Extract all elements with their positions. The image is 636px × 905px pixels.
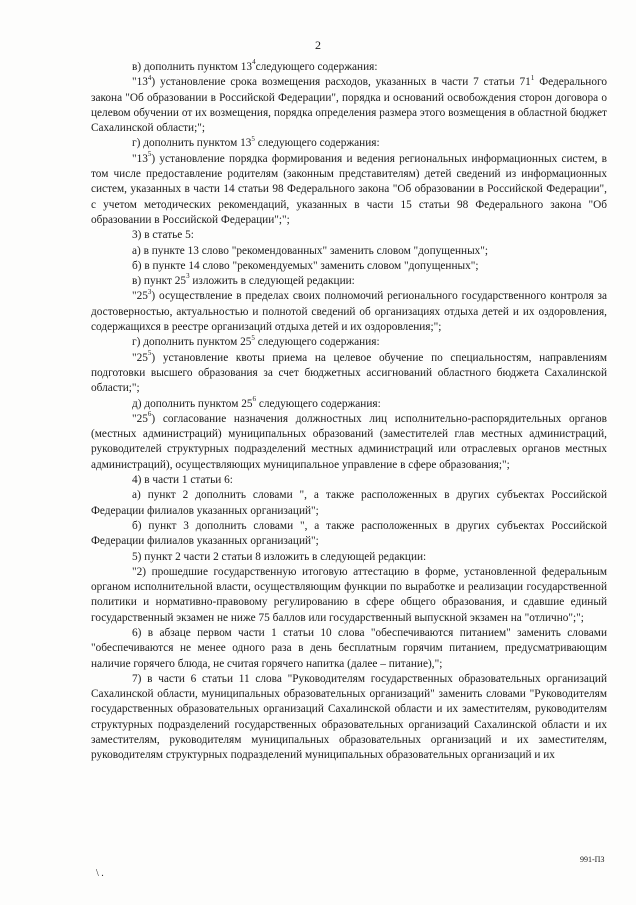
paragraph bbox=[91, 75, 607, 136]
paragraph bbox=[91, 348, 607, 397]
paragraph-text: "25 bbox=[132, 412, 148, 425]
paragraph-text: 7) в части 6 статьи 11 слова "Руководителям государственных образовательных организаций Сахалинской области, муниципальных образовательных организаций" заменить словами "Руководителям государственных образовательных организаций Сахалинской области и их заместителям, руководителям структурных подразделений государственных образовательных организаций Сахалинской области и их заместителям, руководителям муниципальных образовательных организаций и их заместителям, руководителям структурных подразделений муниципальных образовательных организаций и их bbox=[91, 672, 607, 762]
paragraph-text: изложить в следующей редакции: bbox=[189, 275, 355, 288]
paragraph-text: д) дополнить пунктом 25 bbox=[132, 397, 253, 410]
superscript: 5 bbox=[251, 134, 255, 143]
superscript: 1 bbox=[530, 73, 535, 82]
paragraph bbox=[91, 228, 607, 243]
paragraph-text: следующего содержания: bbox=[254, 336, 380, 349]
paragraph-text: Федерального закона "Об образовании в Российской Федерации", порядка и оснований освобождения сторон договора о целевом обучении от их возмещения, порядка определения размера этого возмещения в областной бюджет Сахалинской области;"; bbox=[91, 76, 607, 135]
paragraph-text: ) осуществление в пределах своих полномочий регионального государственного контроля за достоверностью, актуальностью и полнотой сведений об организациях отдыха детей и их оздоровления, содержащихся в реестре организаций отдыха детей и их оздоровления;"; bbox=[91, 290, 607, 334]
paragraph-text: а) пункт 2 дополнить словами ", а также расположенных в других субъектах Российской Федерации филиалов указанных организаций"; bbox=[91, 489, 607, 517]
paragraph-text: г) дополнить пунктом 25 bbox=[132, 336, 252, 349]
paragraph-text: "25 bbox=[132, 290, 148, 303]
paragraph bbox=[91, 519, 607, 550]
paragraph-text: в) пункт 25 bbox=[132, 275, 187, 288]
paragraph-text: в) дополнить пунктом 13 bbox=[132, 61, 253, 73]
paragraph-text: следующего содержания: bbox=[255, 61, 378, 73]
paragraph-text: "13 bbox=[132, 76, 148, 89]
document-body bbox=[91, 60, 607, 764]
superscript: 4 bbox=[252, 58, 256, 67]
paragraph-text: ) установление срока возмещения расходов, указанных в части 7 статьи 71 bbox=[151, 76, 531, 89]
paragraph bbox=[91, 335, 607, 350]
paragraph-text: "25 bbox=[132, 351, 148, 364]
paragraph bbox=[91, 136, 607, 151]
paragraph bbox=[91, 259, 607, 274]
superscript: 5 bbox=[147, 150, 152, 159]
superscript: 6 bbox=[252, 394, 256, 403]
page-number: 2 bbox=[315, 38, 321, 52]
paragraph-text: следующего содержания: bbox=[254, 137, 380, 150]
superscript: 6 bbox=[147, 410, 152, 419]
paragraph-text: 5) пункт 2 части 2 статьи 8 изложить в следующей редакции: bbox=[132, 550, 427, 563]
paragraph bbox=[91, 289, 607, 335]
paragraph bbox=[91, 152, 607, 228]
paragraph-text: 6) в абзаце первом части 1 статьи 10 слова "обеспечиваются питанием" заменить словами "обеспечиваются не менее одного раза в день бесплатным горячим питанием, предусматривающим наличие горячего блюда, не считая горячего напитка (далее – питание),"; bbox=[91, 626, 607, 670]
superscript: 3 bbox=[147, 287, 152, 296]
paragraph-text: б) пункт 3 дополнить словами ", а также расположенных в других субъектах Российской Федерации филиалов указанных организаций"; bbox=[91, 519, 607, 548]
paragraph bbox=[91, 565, 607, 626]
paragraph bbox=[91, 473, 607, 488]
paragraph-text: следующего содержания: bbox=[256, 397, 381, 410]
paragraph-text: а) в пункте 13 слово "рекомендованных" заменить словом "допущенных"; bbox=[132, 244, 489, 257]
paragraph bbox=[91, 394, 607, 412]
paragraph bbox=[91, 672, 607, 764]
paragraph-text: 3) в статье 5: bbox=[132, 229, 194, 242]
paragraph-text: б) в пункте 14 слово "рекомендуемых" заменить словом "допущенных"; bbox=[132, 259, 479, 272]
paragraph bbox=[91, 412, 607, 473]
paragraph-text: "2) прошедшие государственную итоговую аттестацию в форме, установленной федеральным органом исполнительной власти, осуществляющим функции по выработке и реализации государственной политики и нормативно-правовому регулированию в сфере общего образования, и сдавшие единый государственный экзамен не ниже 75 баллов или государственный выпускной экзамен на "отлично";"; bbox=[91, 565, 607, 624]
paragraph-text: ) установление порядка формирования и ведения региональных информационных систем, в том числе предоставление родителям (законным представителям) детей сведений из информационных систем, указанных в части 14 статьи 98 Федерального закона "Об образовании в Российской Федерации", с учетом методических рекомендаций, указанных в части 15 статьи 98 Федерального закона "Об образовании в Российской Федерации";"; bbox=[91, 152, 607, 226]
paragraph bbox=[91, 488, 607, 519]
paragraph-text: 4) в части 1 статьи 6: bbox=[132, 474, 233, 487]
superscript: 5 bbox=[251, 333, 255, 342]
paragraph-text: "13 bbox=[132, 152, 148, 165]
superscript: 4 bbox=[147, 73, 152, 82]
superscript: 5 bbox=[147, 348, 152, 357]
scan-mark: \ . bbox=[96, 868, 104, 879]
paragraph bbox=[91, 244, 607, 259]
paragraph-text: ) согласование назначения должностных лиц исполнительно-распорядительных органов (местных администраций) муниципальных образований (заместителей глав местных администраций, руководителей структурных подразделений местных администраций или отраслевых органов местных администраций), осуществляющих муниципальное управление в сфере образования;"; bbox=[91, 412, 607, 471]
document-code: 991-ПЗ bbox=[580, 855, 605, 864]
paragraph-text: ) установление квоты приема на целевое обучение по специальностям, направлениям подготовки высшего образования за счет бюджетных ассигнований областного бюджета Сахалинской области;"; bbox=[91, 351, 607, 395]
paragraph bbox=[91, 60, 607, 75]
superscript: 3 bbox=[186, 272, 190, 281]
paragraph bbox=[91, 626, 607, 672]
paragraph-text: г) дополнить пунктом 13 bbox=[132, 137, 252, 150]
paragraph bbox=[91, 550, 607, 565]
paragraph bbox=[91, 274, 607, 289]
